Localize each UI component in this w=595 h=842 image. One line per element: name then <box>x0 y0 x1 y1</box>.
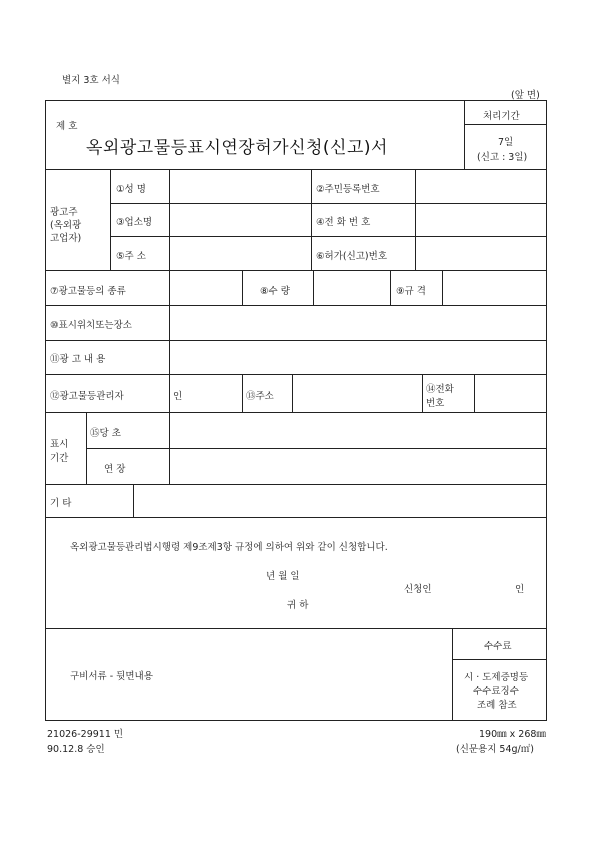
processing-period-label: 처리기간 <box>483 111 520 122</box>
applicant-seal-mark: 인 <box>515 584 525 595</box>
resident-id-field[interactable] <box>416 170 546 202</box>
rule <box>242 270 243 305</box>
ad-content-field[interactable] <box>170 341 546 373</box>
rule <box>422 374 423 412</box>
location-label: ⑩표시위치또는장소 <box>50 320 132 331</box>
required-documents: 구비서류 - 뒷면내용 <box>70 671 153 682</box>
quantity-field[interactable] <box>314 271 389 304</box>
size-field[interactable] <box>443 271 546 304</box>
form-number: 별지 3호 서식 <box>62 75 120 86</box>
extension-period-field[interactable] <box>170 449 546 483</box>
business-name-label: ③업소명 <box>116 217 153 228</box>
manager-address-label: ⑬주소 <box>246 391 274 402</box>
display-period-label: 표시 <box>50 439 69 450</box>
processing-period-note: (신고 : 3일) <box>477 152 528 163</box>
quantity-label: ⑧수 량 <box>260 286 290 297</box>
location-field[interactable] <box>170 306 546 339</box>
paper-size: 190㎜ x 268㎜ <box>479 729 546 740</box>
address-field[interactable] <box>170 237 310 269</box>
size-label: ⑨규 격 <box>396 286 426 297</box>
addressee: 귀 하 <box>287 600 309 611</box>
paper-spec: (신문용지 54g/㎡) <box>456 744 534 755</box>
original-period-field[interactable] <box>170 413 546 447</box>
phone-label: ④전 화 번 호 <box>316 217 371 228</box>
ad-manager-label: ⑫광고물등관리자 <box>50 391 124 402</box>
approval-date: 90.12.8 승인 <box>47 744 105 755</box>
fee-note: 조례 참조 <box>477 700 517 711</box>
rule <box>452 628 453 721</box>
business-name-field[interactable] <box>170 204 310 235</box>
rule <box>464 124 547 125</box>
ad-type-label: ⑦광고물등의 종류 <box>50 286 126 297</box>
display-period-label: 기간 <box>50 453 69 464</box>
rule <box>311 169 312 270</box>
rule <box>390 270 391 305</box>
rule <box>45 517 547 518</box>
application-date: 년 월 일 <box>266 571 300 582</box>
manager-phone-label: ⑭전화 <box>426 384 454 395</box>
manager-phone-label: 번호 <box>426 398 445 409</box>
manager-phone-field[interactable] <box>475 375 546 411</box>
applicant-signature-field[interactable] <box>440 575 510 593</box>
rule <box>464 100 465 169</box>
permit-number-label: ⑥허가(신고)번호 <box>316 251 387 262</box>
rule <box>86 412 87 484</box>
name-label: ①성 명 <box>116 184 146 195</box>
rule <box>45 628 547 629</box>
ad-content-label: ⑪광 고 내 용 <box>50 354 106 365</box>
document-number-label: 제 호 <box>56 121 78 132</box>
address-label: ⑤주 소 <box>116 251 146 262</box>
fee-note: 수수료징수 <box>473 686 519 697</box>
permit-number-field[interactable] <box>416 237 546 269</box>
page-side: (앞 면) <box>511 90 540 101</box>
declaration-text: 옥외광고물등관리법시행령 제9조제3항 규정에 의하여 위와 같이 신청합니다. <box>70 542 388 553</box>
other-field[interactable] <box>134 485 546 516</box>
fee-label: 수수료 <box>484 641 512 652</box>
resident-id-label: ②주민등록번호 <box>316 184 380 195</box>
extension-period-label: 연 장 <box>104 464 126 475</box>
fee-note: 시 · 도제증명등 <box>464 672 529 683</box>
manager-address-field[interactable] <box>293 375 421 411</box>
form-title: 옥외광고물등표시연장허가신청(신고)서 <box>86 138 388 158</box>
manager-seal-mark: 인 <box>173 391 183 402</box>
ad-type-field[interactable] <box>170 271 241 304</box>
processing-period-value: 7일 <box>498 137 514 148</box>
name-field[interactable] <box>170 170 310 202</box>
phone-field[interactable] <box>416 204 546 235</box>
applicant-group-label: 고업자) <box>50 233 82 244</box>
original-period-label: ⑮당 초 <box>90 428 121 439</box>
other-label: 기 타 <box>50 498 72 509</box>
rule <box>110 169 111 270</box>
rule <box>452 659 547 660</box>
form-code: 21026-29911 민 <box>47 729 124 740</box>
applicant-signature-label: 신청인 <box>404 584 432 595</box>
applicant-group-label: (옥외광 <box>50 220 82 231</box>
applicant-group-label: 광고주 <box>50 207 78 218</box>
rule <box>242 374 243 412</box>
